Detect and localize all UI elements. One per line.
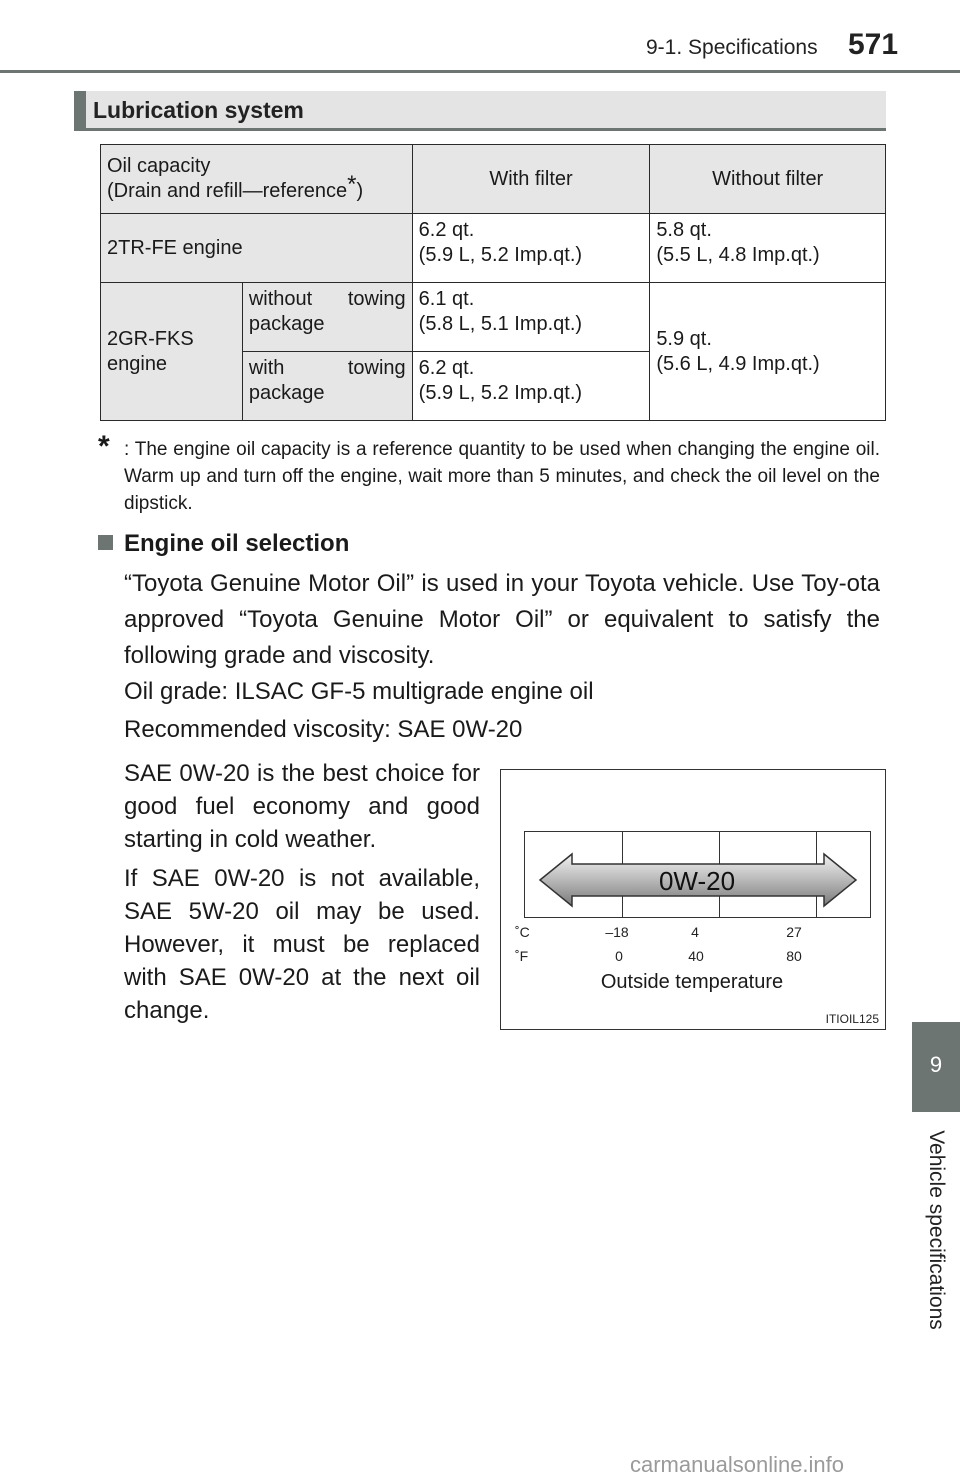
- oil-grade-label: 0W-20: [658, 866, 736, 896]
- fahrenheit-tick: 0: [615, 948, 623, 964]
- cell-2trfe-with: [412, 214, 650, 283]
- value-line: (5.9 L, 5.2 Imp.qt.): [418, 382, 583, 404]
- viscosity-figure: [500, 769, 886, 1030]
- engine-line: engine: [107, 352, 168, 375]
- header-oil-capacity-line1: Oil capacity: [107, 155, 211, 177]
- value-line: 6.2 qt.: [418, 357, 475, 379]
- chapter-title: Vehicle specifications: [925, 1130, 948, 1330]
- package-line: package: [248, 382, 325, 404]
- value-line: (5.5 L, 4.8 Imp.qt.): [656, 244, 820, 266]
- header-with-filter: With filter: [412, 145, 650, 214]
- chapter-number: 9: [929, 1052, 943, 1077]
- value-line: 5.9 qt.: [656, 327, 712, 350]
- table-row: [101, 214, 886, 283]
- cell-2grfks-no-tow-with: [412, 283, 650, 352]
- package-line: package: [248, 313, 325, 335]
- intro-paragraph: “Toyota Genuine Motor Oil” is used in your Toyota vehicle. Use Toy-ota approved “Toyota Genuine Motor Oil” or equivalent to satisfy the following grade and viscosity.: [124, 570, 880, 669]
- oil-capacity-table: [100, 144, 886, 421]
- fahrenheit-tick: 80: [786, 948, 802, 964]
- cell-2trfe-without: [650, 214, 886, 283]
- table-header-row: [101, 145, 886, 214]
- footnote-star: *: [347, 171, 357, 199]
- package-with-towing: [242, 352, 412, 421]
- engine-2trfe: 2TR-FE engine: [101, 214, 413, 283]
- header-without-filter: Without filter: [650, 145, 886, 214]
- celsius-unit: ˚C: [515, 924, 530, 940]
- engine-2grfks: [101, 283, 243, 421]
- value-line: (5.6 L, 4.9 Imp.qt.): [656, 352, 820, 375]
- subheading-square-icon: [98, 535, 113, 550]
- package-line: with towing: [248, 357, 406, 379]
- chapter-tab: [912, 1022, 960, 1112]
- package-line: without towing: [248, 288, 406, 310]
- celsius-tick: 27: [786, 924, 802, 940]
- fahrenheit-tick: 40: [688, 948, 704, 964]
- viscosity-line: Recommended viscosity: SAE 0W-20: [124, 716, 523, 743]
- page-number: 571: [848, 28, 899, 61]
- header-section-title: 9-1. Specifications: [646, 36, 818, 59]
- table-row: [101, 283, 886, 352]
- celsius-tick: 4: [691, 924, 699, 940]
- cell-2grfks-tow-with: [412, 352, 650, 421]
- fahrenheit-unit: ˚F: [515, 948, 529, 964]
- header-oil-capacity: [101, 145, 413, 214]
- value-line: (5.9 L, 5.2 Imp.qt.): [418, 244, 583, 266]
- watermark: carmanualsonline.info: [630, 1452, 845, 1477]
- footnote-text: : The engine oil capacity is a reference quantity to be used when changing the engine oil. Warm up and turn off the engine, wait more than 5 minutes, and check the oil level on the dipstick.: [124, 439, 880, 514]
- value-line: 5.8 qt.: [656, 219, 712, 241]
- value-line: (5.8 L, 5.1 Imp.qt.): [418, 313, 583, 335]
- value-line: 6.2 qt.: [418, 219, 475, 241]
- subheading-engine-oil: Engine oil selection: [124, 530, 350, 557]
- package-without-towing: [242, 283, 412, 352]
- value-line: 6.1 qt.: [418, 288, 475, 310]
- section-heading-box: [74, 91, 886, 131]
- celsius-tick: –18: [605, 924, 629, 940]
- figure-code: ITIOIL125: [825, 1012, 879, 1026]
- header-divider: [0, 70, 960, 73]
- engine-line: 2GR-FKS: [107, 327, 194, 350]
- oil-grade-line: Oil grade: ILSAC GF-5 multigrade engine oil: [124, 678, 594, 705]
- section-heading-bar: [74, 91, 86, 131]
- section-title: Lubrication system: [93, 97, 304, 123]
- cell-2grfks-without: [650, 283, 886, 421]
- footnote-star-mark: *: [98, 430, 110, 463]
- header-oil-capacity-line2: [107, 171, 406, 204]
- header-close: ): [356, 180, 364, 202]
- alternative-paragraph: If SAE 0W-20 is not available, SAE 5W-20 oil may be used. However, it must be replaced with SAE 0W-20 at the next oil change.: [124, 865, 480, 1024]
- header-text: (Drain and refill—reference: [107, 180, 348, 202]
- figure-caption: Outside temperature: [600, 971, 784, 993]
- best-choice-paragraph: SAE 0W-20 is the best choice for good fuel economy and good starting in cold weather.: [124, 760, 480, 853]
